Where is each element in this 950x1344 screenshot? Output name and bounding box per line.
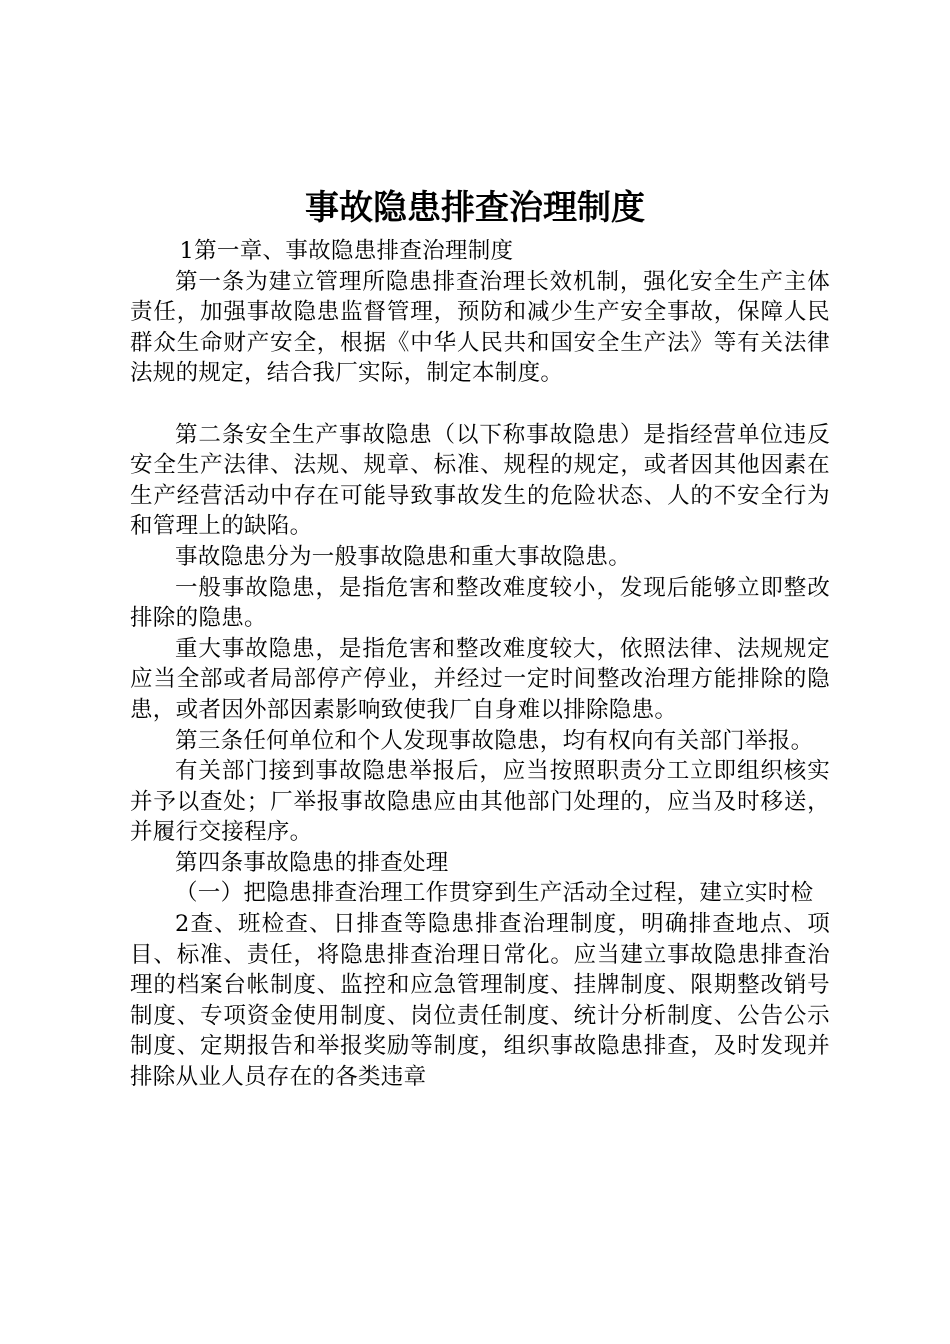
paragraph-hazard-types: 事故隐患分为一般事故隐患和重大事故隐患。 bbox=[175, 543, 632, 570]
paragraph-major-hazard: 重大事故隐患，是指危害和整改难度较大，依照法律、法规规定应当全部或者局部停产停业，并经过一定时间整改治理方能排除的隐患，或者因外部因素影响致使我厂自身难以排除隐患。 bbox=[130, 635, 830, 723]
paragraph-article-3: 第三条任何单位和个人发现事故隐患，均有权向有关部门举报。 bbox=[175, 727, 814, 754]
paragraph-article-2: 第二条安全生产事故隐患（以下称事故隐患）是指经营单位违反安全生产法律、法规、规章、标准、规程的规定，或者因其他因素在生产经营活动中存在可能导致事故发生的危险状态、人的不安全行为和管理上的缺陷。 bbox=[130, 421, 830, 540]
document-body bbox=[130, 236, 830, 1093]
paragraph-article-1: 第一条为建立管理所隐患排查治理长效机制，强化安全生产主体责任，加强事故隐患监督管理，预防和减少生产安全事故，保障人民群众生命财产安全，根据《中华人民共和国安全生产法》等有关法律法规的规定，结合我厂实际，制定本制度。 bbox=[130, 268, 830, 387]
paragraph-page-2-continuation: 2查、班检查、日排查等隐患排查治理制度，明确排查地点、项目、标准、责任，将隐患排查治理日常化。应当建立事故隐患排查治理的档案台帐制度、监控和应急管理制度、挂牌制度、限期整改销号制度、专项资金使用制度、岗位责任制度、统计分析制度、公告公示制度、定期报告和举报奖励等制度，组织事故隐患排查，及时发现并排除从业人员存在的各类违章 bbox=[130, 911, 830, 1091]
paragraph-chapter-heading: 1第一章、事故隐患排查治理制度 bbox=[179, 238, 514, 264]
paragraph-report-handling: 有关部门接到事故隐患举报后，应当按照职责分工立即组织核实并予以查处；厂举报事故隐患应由其他部门处理的，应当及时移送，并履行交接程序。 bbox=[130, 758, 830, 846]
paragraph-spacer bbox=[130, 389, 830, 420]
paragraph-article-4: 第四条事故隐患的排查处理 bbox=[175, 849, 449, 876]
document-title: 事故隐患排查治理制度 bbox=[305, 188, 645, 228]
paragraph-general-hazard: 一般事故隐患，是指危害和整改难度较小，发现后能够立即整改排除的隐患。 bbox=[130, 574, 830, 632]
paragraph-item-1: （一）把隐患排查治理工作贯穿到生产活动全过程，建立实时检 bbox=[175, 880, 814, 907]
